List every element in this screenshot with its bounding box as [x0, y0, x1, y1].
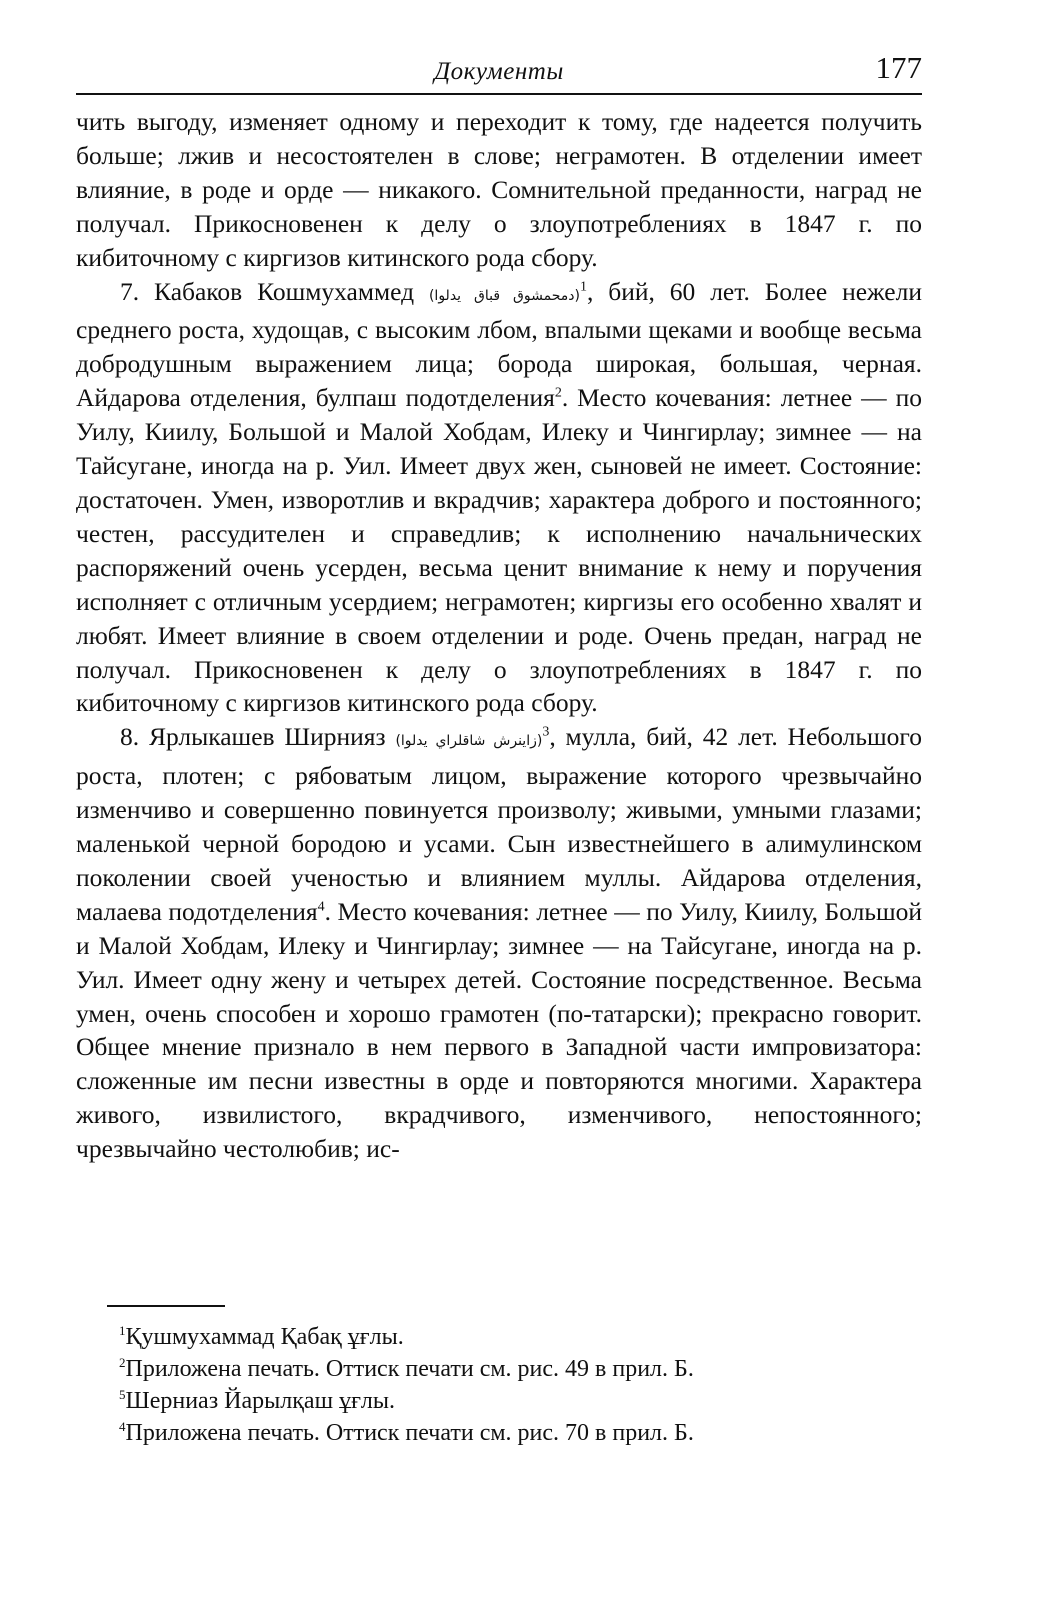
footnote: [119, 1322, 899, 1353]
entry-text: . Место кочевания: летнее — по Уилу, Киилу, Большой и Малой Хобдам, Илеку и Чингирлау; зимнее — на Тайсугане, иногда на р. Уил. Имеет двух жен, сыновей не имеет. Состояние: достаточен. Умен, изворотлив и вкрадчив; характера доброго и постоянного; честен, рассудителен и справедлив; к исполнению начальнических распоряжений очень усерден, весьма ценит внимание к нему и поручения исполняет с отличным усердием; неграмотен; киргизы его особенно хвалят и любят. Имеет влияние в своем отделении и роде. Очень предан, наград не получал. Прикосновенен к делу о злоупотреблениях в 1847 г. по кибиточному с киргизов китинского рода сбору.: [76, 383, 922, 718]
entry-lead: 8. Ярлыкашев Ширнияз: [120, 722, 396, 752]
entry-text: , мулла, бий, 42 лет. Небольшого роста, плотен; с рябоватым лицом, выражение которого чрезвычайно изменчиво и совершенно повинуется произволу; живыми, умными глазами; маленькой черной бородою и усами. Сын известнейшего в алимулинском поколении своей ученостью и влиянием муллы. Айдарова отделения, малаева подотделения: [76, 722, 922, 926]
footnote-mark: 1: [119, 1323, 126, 1338]
footnote-text: Шерниаз Йарылқаш ұғлы.: [125, 1388, 396, 1414]
running-title: Документы: [434, 58, 564, 85]
footnote-ref: 2: [554, 385, 562, 401]
footnote: [119, 1386, 899, 1417]
footnote-ref: 1: [579, 279, 587, 295]
arabic-name: (زاینرش شاقلراي یدلوا): [395, 733, 543, 750]
footnote-text: Қушмухаммад Қабақ ұғлы.: [125, 1324, 404, 1350]
footnote-text: Приложена печать. Оттиск печати см. рис. 49 в прил. Б.: [125, 1356, 694, 1382]
body-text: [76, 105, 922, 1166]
arabic-name: (دمحمشوق قباق یدلوا): [428, 287, 580, 304]
footnote: [119, 1418, 899, 1449]
paragraph-8-yarlykashev: [76, 720, 922, 1166]
header-rule: [76, 93, 922, 95]
entry-lead: 7. Кабаков Кошмухаммед: [120, 276, 429, 306]
paragraph-7-kabakov: [76, 275, 922, 721]
entry-text: , бий, 60 лет. Более нежели среднего роста, худощав, с высоким лбом, впалыми щеками и вообще весьма добродушным выражением лица; борода широкая, большая, черная. Айдарова отделения, булпаш подотделения: [76, 276, 923, 413]
entry-text: . Место кочевания: летнее — по Уилу, Киилу, Большой и Малой Хобдам, Илеку и Чингирлау; зимнее — на Тайсугане, иногда на р. Уил. Имеет одну жену и четырех детей. Состояние посредственное. Весьма умен, очень способен и хорошо грамотен (по-татарски); прекрасно говорит. Общее мнение признало в нем первого в Западной части импровизатора: сложенные им песни известны в орде и повторяются многими. Характера живого, извилистого, вкрадчивого, изменчивого, непостоянного; чрезвычайно честолюбив; ис-: [76, 896, 922, 1164]
page-header: [76, 50, 922, 94]
paragraph-1: чить выгоду, изменяет одному и переходит к тому, где надеется получить больше; лжив и несостоятелен в слове; неграмотен. В отделении имеет влияние, в роде и орде — никакого. Сомнительной преданности, наград не получал. Прикосновенен к делу о злоупотреблениях в 1847 г. по кибиточному с киргизов китинского рода сбору.: [76, 107, 922, 272]
footnote-mark: 2: [119, 1355, 126, 1370]
footnote: [119, 1354, 899, 1385]
footnote-mark: 4: [119, 1419, 126, 1434]
footnotes: [119, 1322, 899, 1450]
footnote-rule: [107, 1305, 225, 1307]
footnote-text: Приложена печать. Оттиск печати см. рис. 70 в прил. Б.: [125, 1420, 694, 1446]
footnote-ref: 4: [317, 899, 325, 915]
footnote-mark: 5: [119, 1387, 126, 1402]
page-number: 177: [875, 50, 922, 85]
footnote-ref: 3: [542, 724, 550, 740]
